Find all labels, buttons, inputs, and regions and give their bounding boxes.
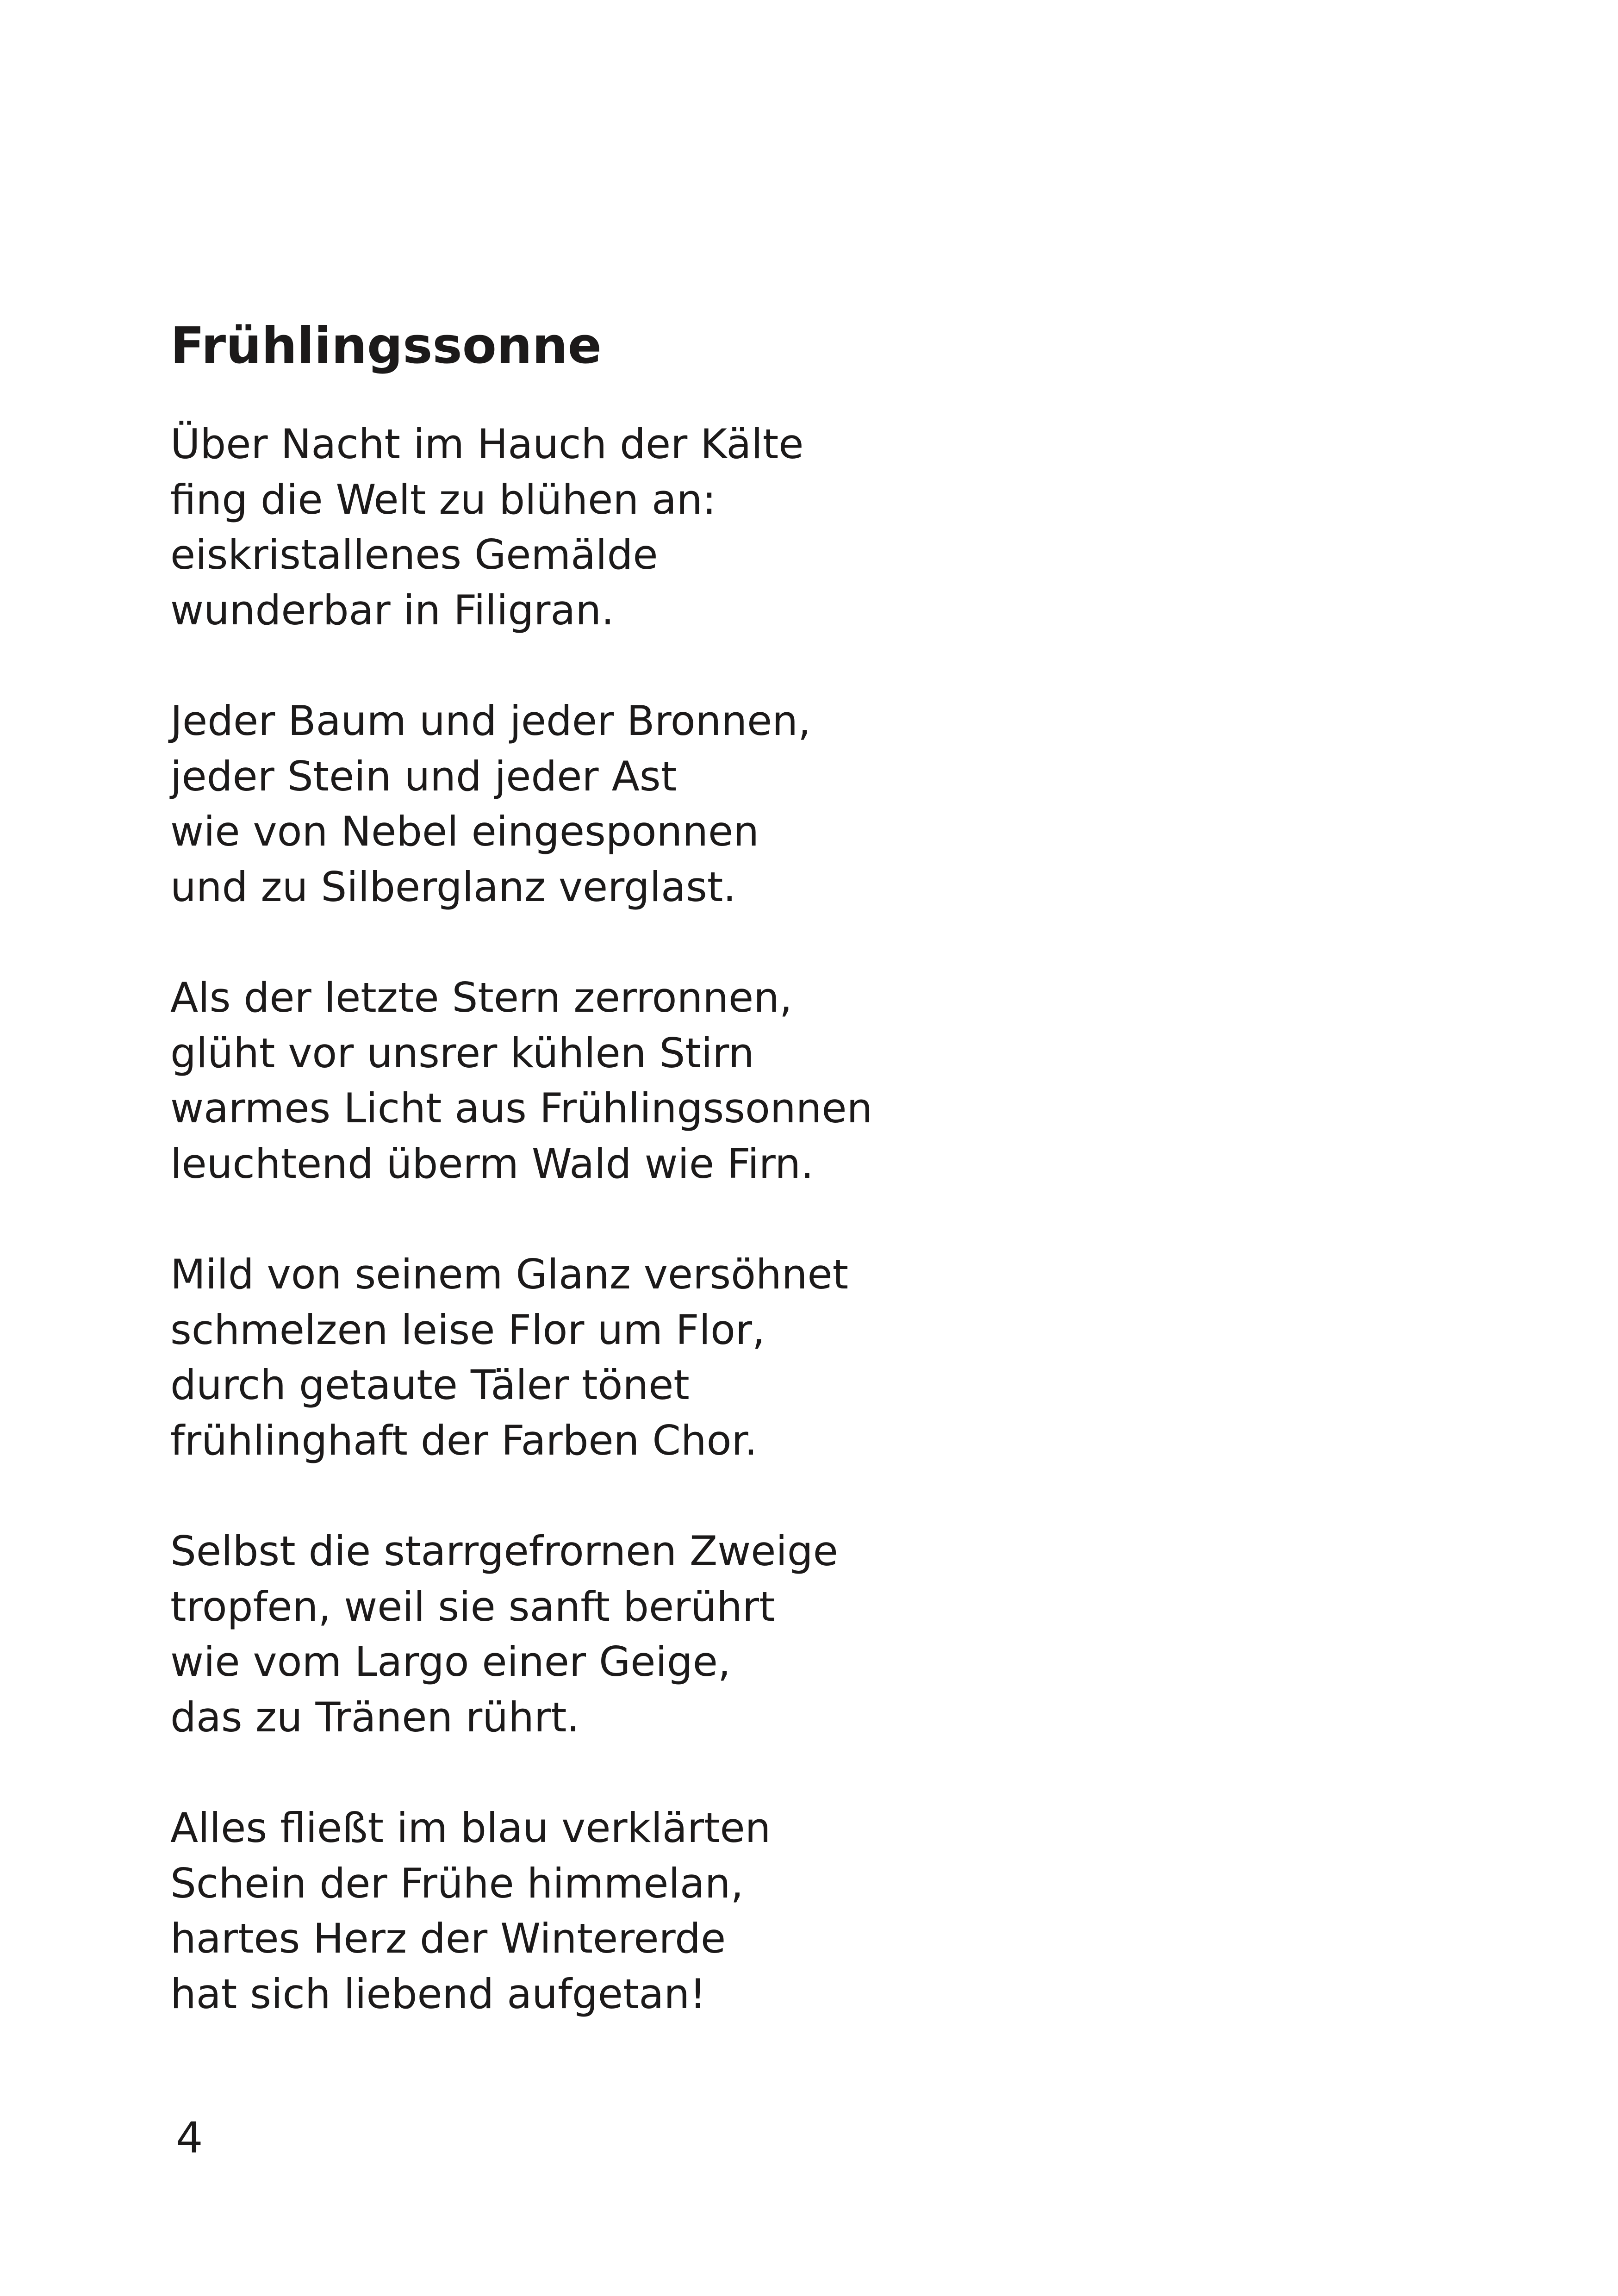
poem-line: jeder Stein und jeder Ast (170, 752, 677, 800)
stanza-5 (170, 1524, 1281, 1745)
poem-line: frühlinghaft der Farben Chor. (170, 1416, 758, 1464)
poem-line: hat sich liebend aufgetan! (170, 1970, 706, 2018)
poem-line: Selbst die starrgefrornen Zweige (170, 1527, 838, 1575)
stanza-2 (170, 693, 1281, 915)
poem-line: das zu Tränen rührt. (170, 1693, 580, 1741)
poem-title: Frühlingssonne (170, 317, 602, 375)
poem-line: fing die Welt zu blühen an: (170, 475, 716, 523)
poem-line: Alles fließt im blau verklärten (170, 1804, 771, 1852)
poem-line: wie vom Largo einer Geige, (170, 1638, 731, 1686)
poem-line: wunderbar in Filigran. (170, 586, 615, 634)
poem-line: leuchtend überm Wald wie Firn. (170, 1139, 814, 1188)
poem-line: und zu Silberglanz verglast. (170, 863, 736, 911)
poem-line: wie von Nebel eingesponnen (170, 808, 759, 855)
poem-line: Schein der Frühe himmelan, (170, 1859, 744, 1907)
poem-line: warmes Licht aus Frühlingssonnen (170, 1084, 873, 1132)
poem-line: schmelzen leise Flor um Flor, (170, 1306, 765, 1354)
stanza-6 (170, 1800, 1281, 2022)
poem-body (170, 417, 1281, 2077)
page-number: 4 (176, 2113, 203, 2163)
poem-line: durch getaute Täler tönet (170, 1361, 690, 1409)
poem-line: Als der letzte Stern zerronnen, (170, 974, 792, 1021)
poem-line: tropfen, weil sie sanft berührt (170, 1582, 775, 1630)
stanza-4 (170, 1247, 1281, 1468)
stanza-1 (170, 417, 1281, 638)
stanza-3 (170, 970, 1281, 1191)
poem-line: glüht vor unsrer kühlen Stirn (170, 1029, 754, 1077)
poem-line: Jeder Baum und jeder Bronnen, (170, 697, 811, 745)
poem-line: hartes Herz der Wintererde (170, 1915, 726, 1962)
poem-line: Mild von seinem Glanz versöhnet (170, 1251, 849, 1298)
poem-line: eiskristallenes Gemälde (170, 531, 658, 579)
poem-line: Über Nacht im Hauch der Kälte (170, 420, 804, 468)
